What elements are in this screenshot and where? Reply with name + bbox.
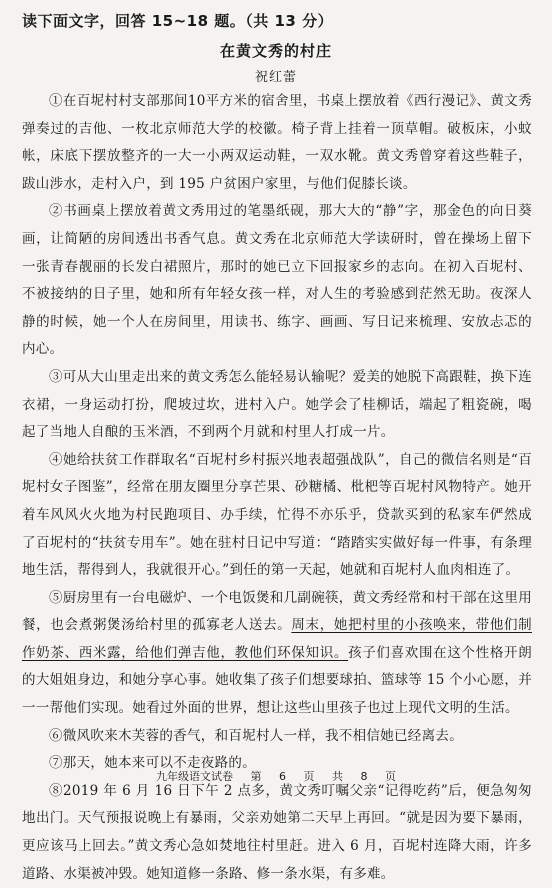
page-number: 第 6 页 共 8 页 bbox=[250, 770, 396, 783]
article-title: 在黄文秀的村庄 bbox=[219, 42, 332, 60]
exam-name: 九年级语文试卷 bbox=[156, 770, 233, 783]
page-footer bbox=[0, 768, 552, 784]
paragraph-4: ④她给扶贫工作群取名“百坭村乡村振兴地表超强战队”，自己的微信名则是“百坭村女子图鉴”，经常在朋友圈里分享芒果、砂糖橘、枇杷等百坭村风物特产。她开着车风风火火地为村民跑项目、办手续，忙得不亦乐乎，贷款买到的私家车俨然成了百坭村的“扶贫专用车”。她在驻村日记中写道：“踏踏实实做好每一件事，有条理地生活，帮得到人，我就很开心。”到任的第一天起，她就和百坭村人血肉相连了。 bbox=[22, 451, 532, 579]
paragraph-7: ⑦那天，她本来可以不走夜路的。 bbox=[49, 755, 256, 772]
underlined-sentence: 周末，她把村里的小孩唤来，带他们制作奶茶、西米露，给他们弹吉他，教他们环保知识。 bbox=[22, 617, 532, 661]
paragraph-6: ⑥微风吹来木芙蓉的香气，和百坭村人一样，我不相信她已经离去。 bbox=[49, 727, 463, 744]
paragraph-3: ③可从大山里走出来的黄文秀怎么能轻易认输呢？爱美的她脱下高跟鞋，换下连衣裙，一身运动打扮，爬坡过坎，进村入户。她学会了桂柳话，端起了粗瓷碗，喝起了当地人自酿的玉米酒，不到两个月就和村里人打成一片。 bbox=[22, 368, 532, 441]
paragraph-1: ①在百坭村村支部那间10平方米的宿舍里，书桌上摆放着《西行漫记》、黄文秀弹奏过的吉他、一枚北京师范大学的校徽。椅子背上挂着一顶草帽。破板床，小蚊帐，床底下摆放整齐的一大一小两双运动鞋，一双水靴。黄文秀曾穿着这些鞋子，跋山涉水，走村入户，到 195 户贫困户家里，与他们促膝长谈。 bbox=[22, 93, 532, 192]
article-author: 祝红蕾 bbox=[254, 70, 297, 85]
paragraph-8: ⑧2019 年 6 月 16 日下午 2 点多，黄文秀叮嘱父亲“记得吃药”后，便急匆匆地出门。天气预报说晚上有暴雨，父亲劝她第二天早上再回。“就是因为要下暴雨，更应该马上回去。”黄文秀心急如焚地往村里赶。进入 6 月，百坭村连降大雨，许多道路、水渠被冲毁。她知道修一条路、修一条水渠，有多难。 bbox=[22, 782, 532, 882]
question-instruction: 读下面文字，回答 15~18 题。（共 13 分） bbox=[22, 12, 334, 30]
paragraph-5: ⑤厨房里有一台电磁炉、一个电饭煲和几副碗筷，黄文秀经常和村干部在这里用餐，也会煮粥煲汤给村里的孤寡老人送去。周末，她把村里的小孩唤来，带他们制作奶茶、西米露，给他们弹吉他，教他们环保知识。孩子们喜欢围在这个性格开朗的大姐姐身边，和她分享心事。她收集了孩子们想要球拍、篮球等 15 个小心愿，并一一帮他们实现。她看过外面的世界，想让这些山里孩子也过上现代文明的生活。 bbox=[22, 589, 532, 717]
paragraph-2: ②书画桌上摆放着黄文秀用过的笔墨纸砚，那大大的“静”字，那金色的向日葵画，让简陋的房间透出书香气息。黄文秀在北京师范大学读研时，曾在操场上留下一张青春靓丽的长发白裙照片，那时的她已立下回报家乡的志向。在初入百坭村、不被接纳的日子里，她和所有年轻女孩一样，对人生的考验感到茫然无助。夜深人静的时候，她一个人在房间里，用读书、练字、画画、写日记来梳理、安放忐忑的内心。 bbox=[22, 203, 532, 358]
